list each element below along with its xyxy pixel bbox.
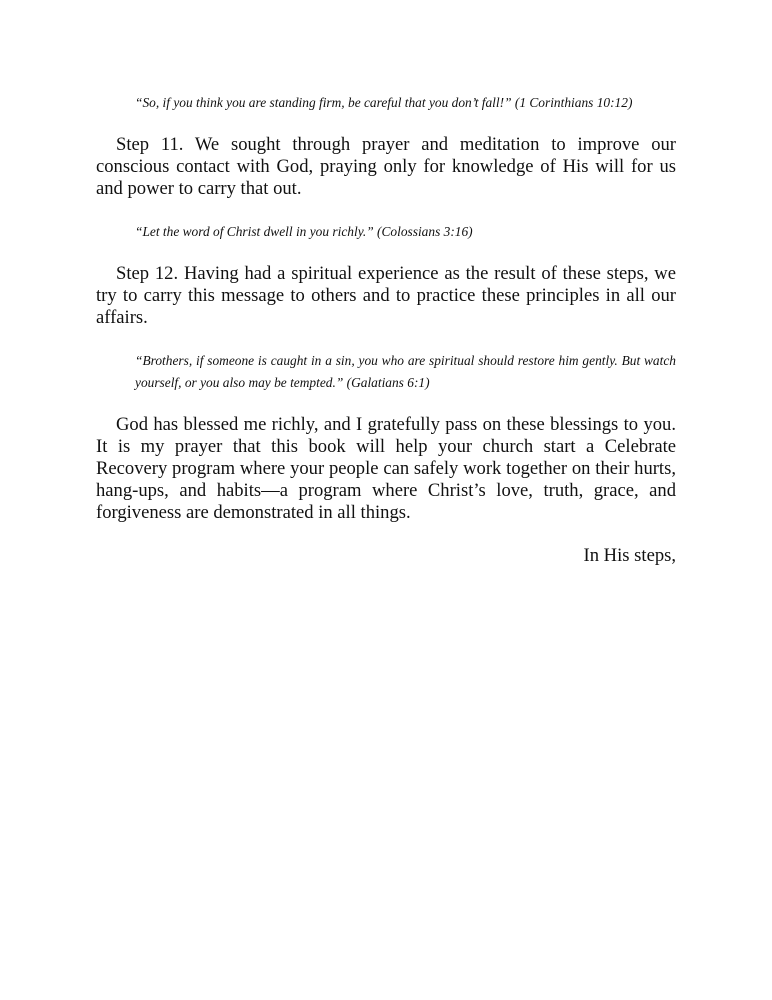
- scripture-quote-galatians: “Brothers, if someone is caught in a sin, you who are spiritual should restore him gently. But watch yourself, or you also may be tempted.” (Galatians 6:1): [135, 353, 676, 390]
- signoff-text: In His steps,: [583, 545, 676, 566]
- step-12-paragraph: Step 12. Having had a spiritual experience as the result of these steps, we try to carry this message to others and to practice these principles in all our affairs.: [96, 263, 676, 328]
- blessing-paragraph: God has blessed me richly, and I gratefully pass on these blessings to you. It is my prayer that this book will help your church start a Celebrate Recovery program where your people can safely work together on their hurts, hang-ups, and habits—a program where Christ’s love, truth, grace, and forgiveness are demonstrated in all things.: [96, 414, 676, 523]
- step-11-paragraph: Step 11. We sought through prayer and meditation to improve our conscious contact with God, praying only for knowledge of His will for us and power to carry that out.: [96, 134, 676, 199]
- page-content: [96, 92, 676, 567]
- scripture-quote-corinthians: “So, if you think you are standing firm, be careful that you don’t fall!” (1 Corinthians 10:12): [135, 95, 633, 110]
- scripture-quote-colossians: “Let the word of Christ dwell in you richly.” (Colossians 3:16): [135, 224, 473, 239]
